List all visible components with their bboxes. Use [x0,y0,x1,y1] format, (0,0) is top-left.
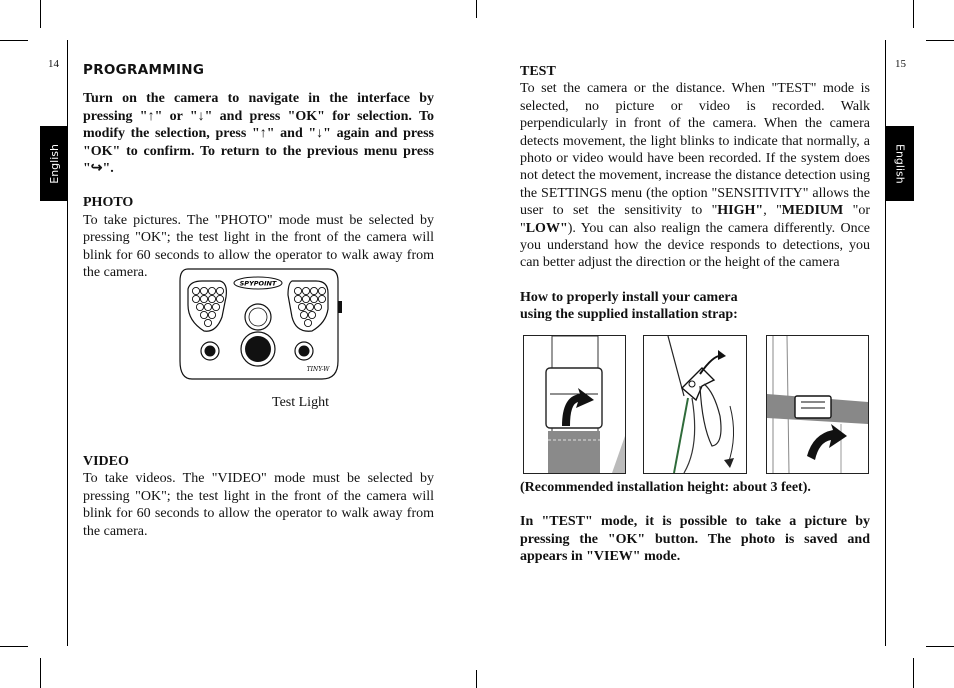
camera-model-label: TINY-W [306,366,330,373]
intro-text [83,90,434,177]
height-note: (Recommended installation height: about 3 feet). [520,480,811,495]
language-tab-right [886,126,914,201]
language-tab-label: English [893,143,907,184]
strap-photo-1 [523,335,626,474]
right-column-bottom [520,479,870,566]
figure-caption-test-light: Test Light [272,395,329,410]
intro-text-bold: Turn on the camera to navigate in the interface by pressing "↑" or "↓" and press "OK" for selection. To modify the selection, press "↑" and "↓" again and press "OK" to confirm. To return to the previous menu press "↪". [83,91,434,177]
test-title: TEST [520,64,556,79]
crop-mark [913,658,914,688]
left-column-top [83,62,434,281]
language-tab-left [40,126,68,201]
crop-mark [926,40,954,41]
strap-photo-3 [766,335,869,474]
section-heading-programming: PROGRAMMING [83,62,205,78]
page-number-left: 14 [48,58,59,70]
test-photo-note: In "TEST" mode, it is possible to take a picture by pressing the "OK" button. The photo is saved and appears in "VIEW" mode. [520,514,870,565]
crop-mark [476,0,477,18]
crop-mark [913,0,914,28]
language-tab-label: English [47,143,61,184]
video-text: To take videos. The "VIDEO" mode must be selected by pressing "OK"; the test light in the front of the camera will blink for 60 seconds to allow the operator to walk away from the camera. [83,471,434,539]
crop-mark [0,40,28,41]
strap-photo-2 [643,335,747,474]
crop-mark [476,670,477,688]
test-text: To set the camera or the distance. When "TEST" mode is selected, no picture or video is recorded. Walk perpendicularly in front of the camera. When the camera detects movement, the light blinks to indicate that normally, a photo or video would have been recorded. If the system does not detect the movement, increase the distance detection using the SETTINGS menu (the option "SENSITIVITY" allows the user to set the sensitivity to "HIGH", "MEDIUM "or "LOW"). You can also realign the camera differently. Once you understand how the device responds to detections, you can better adjust the direction or the height of the camera [520,81,870,271]
camera-brand-logo: SPYPOINT [239,279,277,288]
install-title: How to properly install your camera using the supplied installation strap: [520,289,738,323]
crop-mark [40,0,41,28]
page-number-right: 15 [895,58,906,70]
strap-buckle-illustration [524,336,625,473]
strap-tightening-illustration [767,336,868,473]
crop-mark [0,646,28,647]
photo-title: PHOTO [83,195,134,211]
camera-figure [176,265,346,383]
photo-text: To take pictures. The "PHOTO" mode must be selected by pressing "OK"; the test light in the front of the camera will blink for 60 seconds to allow the operator to walk away from the camera. [83,212,434,281]
strap-threading-illustration [644,336,746,473]
crop-mark [926,646,954,647]
camera-front-illustration [176,265,346,383]
right-column-top [520,63,870,324]
crop-mark [40,658,41,688]
left-column-bottom [83,453,434,540]
video-title: VIDEO [83,454,129,469]
